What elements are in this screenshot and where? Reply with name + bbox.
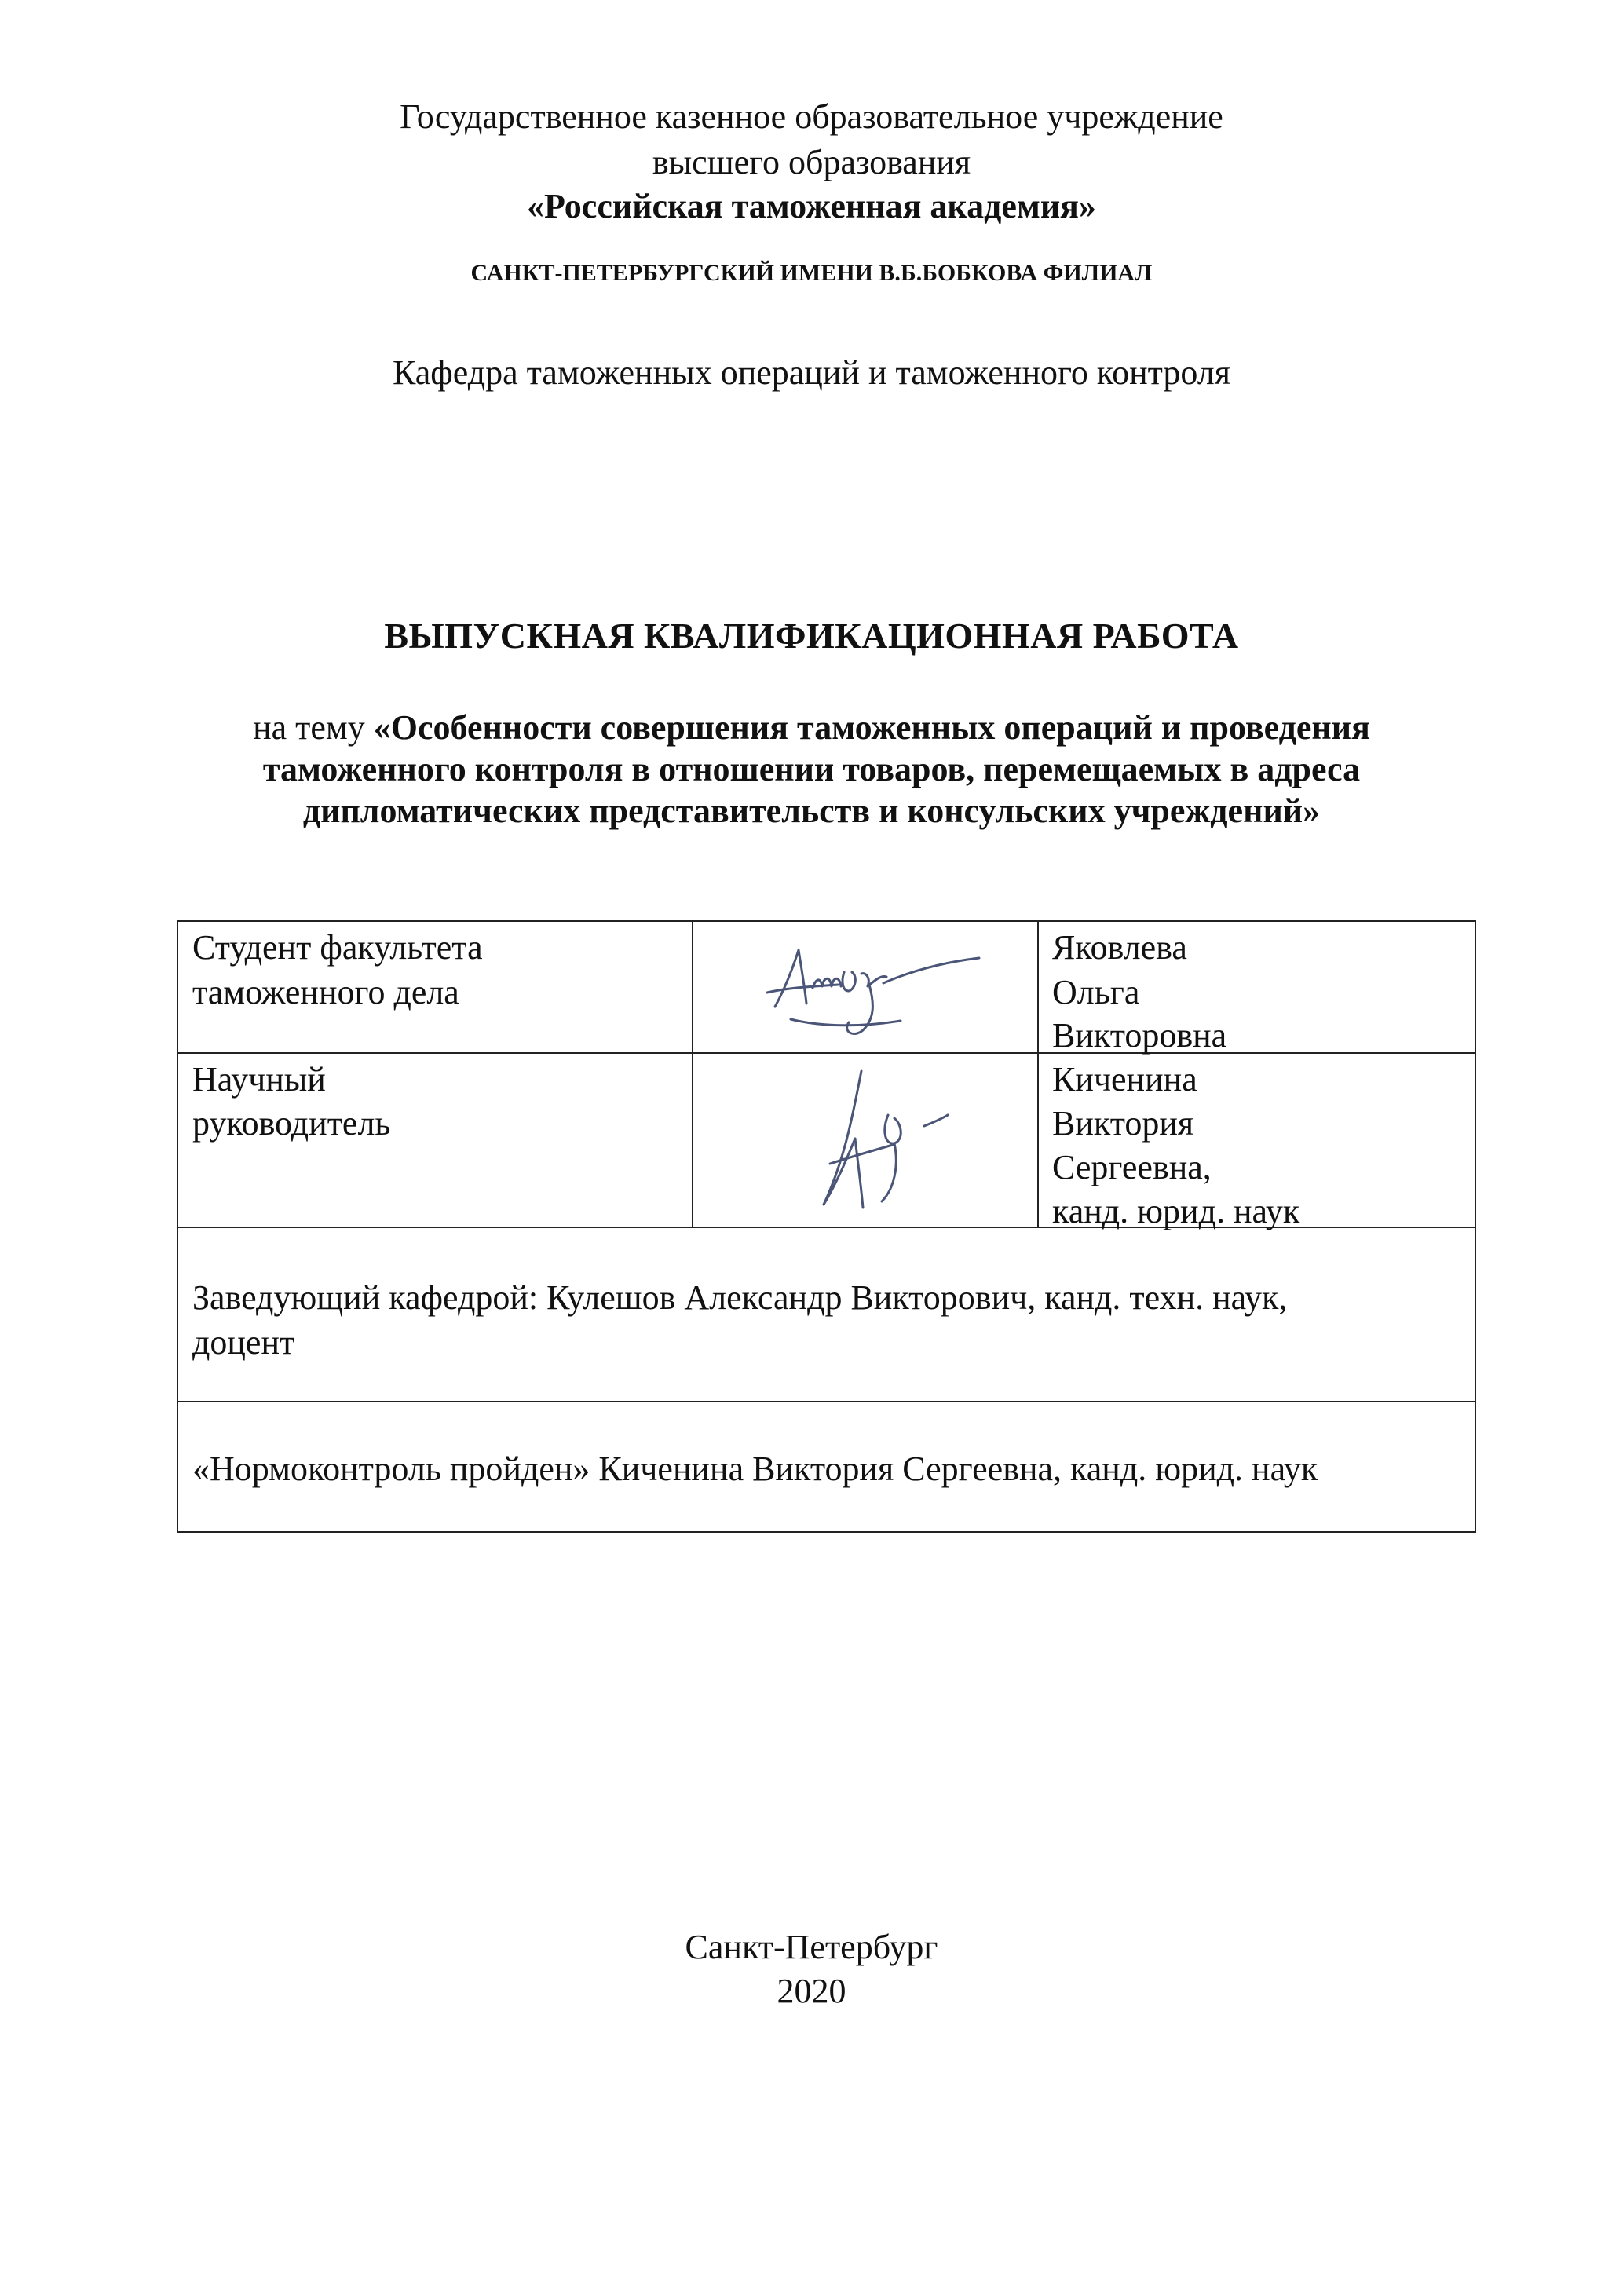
branch-name: САНКТ-ПЕТЕРБУРГСКИЙ ИМЕНИ В.Б.БОБКОВА ФИЛИАЛ (470, 260, 1153, 286)
table-row-divider (178, 1052, 1475, 1054)
student-role-line-2: таможенного дела (192, 973, 459, 1011)
topic-line-1 (0, 708, 1623, 748)
supervisor-name-line-1: Киченина (1052, 1060, 1197, 1099)
topic-line-3 (0, 792, 1623, 831)
student-name-line-1: Яковлева (1052, 928, 1187, 967)
supervisor-role-line-2: руководитель (192, 1104, 391, 1143)
work-type-title: ВЫПУСКНАЯ КВАЛИФИКАЦИОННАЯ РАБОТА (384, 616, 1239, 656)
city: Санкт-Петербург (685, 1928, 938, 1966)
topic-text-3: дипломатических представительств и консульских учреждений» (302, 792, 1321, 830)
topic-text-1: «Особенности совершения таможенных операций и проведения (373, 708, 1370, 747)
student-name-line-2: Ольга (1052, 973, 1140, 1011)
org-line-1: Государственное казенное образовательное учреждение (400, 97, 1223, 136)
supervisor-signature-icon (806, 1063, 979, 1220)
topic-text-2: таможенного контроля в отношении товаров, перемещаемых в адреса (262, 750, 1361, 788)
student-signature-icon (744, 927, 1003, 1044)
normcontrol-note: «Нормоконтроль пройден» Киченина Виктория Сергеевна, канд. юрид. наук (192, 1450, 1318, 1488)
topic-line-2 (0, 750, 1623, 789)
signature-table (177, 920, 1476, 1533)
head-of-department-line-2: доцент (192, 1323, 295, 1362)
year: 2020 (777, 1972, 846, 2010)
supervisor-name-line-2: Виктория (1052, 1104, 1194, 1143)
student-role-line-1: Студент факультета (192, 928, 483, 967)
org-name: «Российская таможенная академия» (527, 187, 1096, 225)
supervisor-role-line-1: Научный (192, 1060, 326, 1099)
table-col-divider (1037, 922, 1039, 1227)
student-name-line-3: Викторовна (1052, 1016, 1227, 1055)
supervisor-name-line-3: Сергеевна, (1052, 1148, 1212, 1186)
supervisor-name-line-4: канд. юрид. наук (1052, 1192, 1300, 1230)
table-col-divider (692, 922, 693, 1227)
topic-prefix: на тему (253, 708, 374, 747)
org-line-2: высшего образования (652, 143, 971, 181)
table-row-divider (178, 1401, 1475, 1402)
department-name: Кафедра таможенных операций и таможенного контроля (392, 353, 1231, 392)
head-of-department-line-1: Заведующий кафедрой: Кулешов Александр Викторович, канд. техн. наук, (192, 1278, 1288, 1317)
